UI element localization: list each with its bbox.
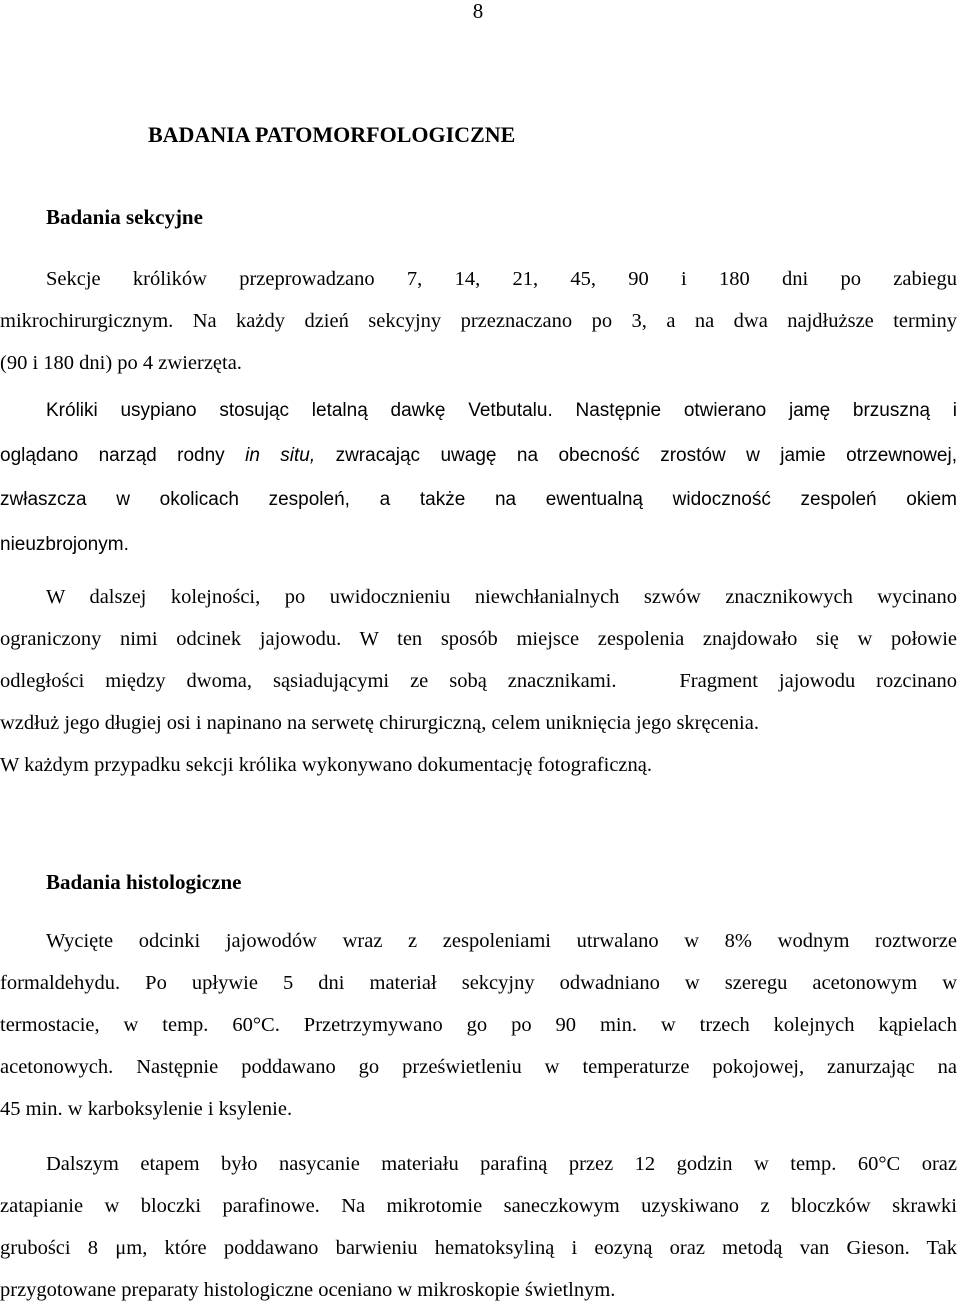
italic-text: in situ, [245,444,316,466]
paragraph-sekcje [0,258,957,384]
text-line: 45 min. w karboksylenie i ksylenie. [0,1098,293,1120]
text-line: ograniczony nimi odcinek jajowodu. W ten sposób miejsce zespolenia znajdowało się w połowie [0,628,957,650]
text-line: termostacie, w temp. 60°C. Przetrzymywano go po 90 min. w trzech kolejnych kąpielach [0,1014,957,1036]
text-line: Króliki usypiano stosując letalną dawkę Vetbutalu. Następnie otwierano jamę brzuszną i [46,400,957,421]
section-heading-sekcyjne: Badania sekcyjne [46,205,203,229]
page-title: BADANIA PATOMORFOLOGICZNE [148,122,516,147]
paragraph-wyciete [0,920,957,1130]
text-line: grubości 8 μm, które poddawano barwieniu hematoksyliną i eozyną oraz metodą van Gieson. Tak [0,1237,957,1259]
text-line: acetonowych. Następnie poddawano go prześwietleniu w temperaturze pokojowej, zanurzając na [0,1056,957,1078]
paragraph-dalszej [0,576,957,786]
text-line: W każdym przypadku sekcji królika wykonywano dokumentację fotograficzną. [0,754,652,776]
text-line: wzdłuż jego długiej osi i napinano na serwetę chirurgiczną, celem uniknięcia jego skręcenia. [0,712,759,734]
page-number: 8 [472,0,484,23]
text-line: mikrochirurgicznym. Na każdy dzień sekcyjny przeznaczano po 3, a na dwa najdłuższe terminy [0,310,957,332]
text-line: zwłaszcza w okolicach zespoleń, a także na ewentualną widoczność zespoleń okiem [0,489,957,511]
text-line: W dalszej kolejności, po uwidocznieniu niewchłanialnych szwów znacznikowych wycinano [46,586,957,608]
paragraph-dalszym [0,1143,957,1311]
text-line: Wycięte odcinki jajowodów wraz z zespoleniami utrwalano w 8% wodnym roztworze [46,930,957,952]
text-line: odległości między dwoma, sąsiadującymi ze sobą znacznikami. Fragment jajowodu rozcinano [0,670,957,692]
text-line: Dalszym etapem było nasycanie materiału parafiną przez 12 godzin w temp. 60°C oraz [46,1153,957,1175]
section-heading-histologiczne: Badania histologiczne [46,870,242,894]
text-line: (90 i 180 dni) po 4 zwierzęta. [0,352,242,374]
text-line: zatapianie w bloczki parafinowe. Na mikrotomie saneczkowym uzyskiwano z bloczków skrawki [0,1195,957,1217]
text-line: oglądano narząd rodny in situ, zwracając uwagę na obecność zrostów w jamie otrzewnowej, [0,444,957,466]
text-line: Sekcje królików przeprowadzano 7, 14, 21, 45, 90 i 180 dni po zabiegu [46,268,957,290]
paragraph-kroliki [0,389,957,568]
text-line: formaldehydu. Po upływie 5 dni materiał sekcyjny odwadniano w szeregu acetonowym w [0,972,957,994]
text-line: przygotowane preparaty histologiczne oceniano w mikroskopie świetlnym. [0,1279,616,1301]
text-line: nieuzbrojonym. [0,534,129,556]
